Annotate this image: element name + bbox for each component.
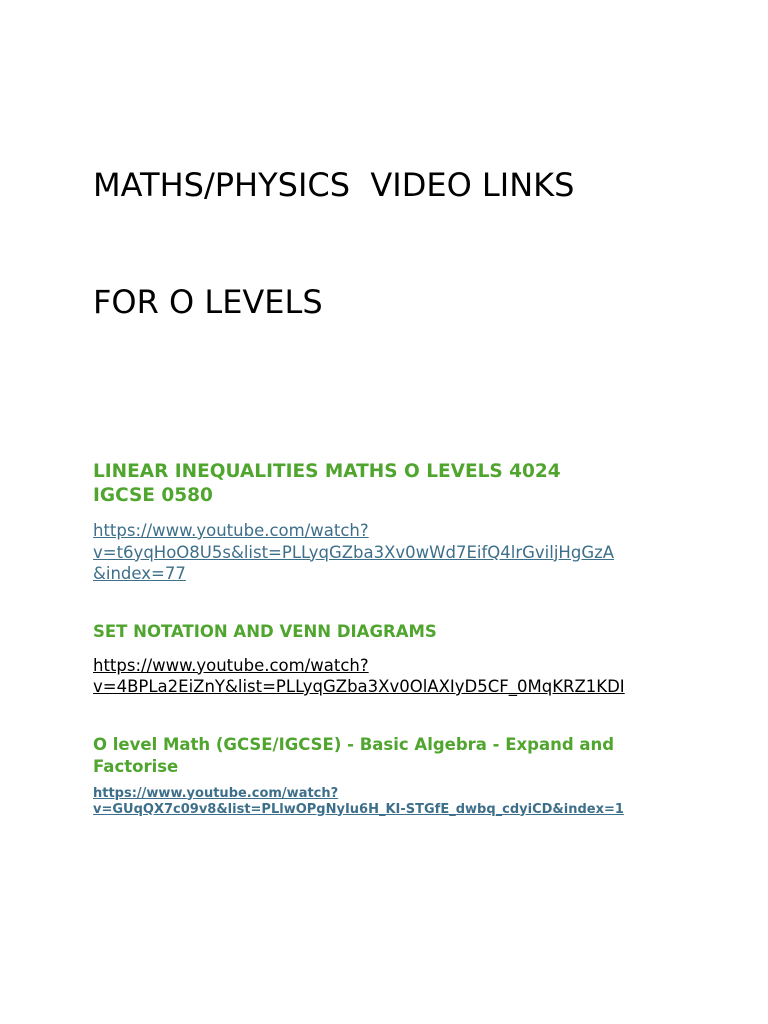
- section-heading-basic-algebra: [93, 734, 693, 778]
- link-line-2: v=t6yqHoO8U5s&list=PLLyqGZba3Xv0wWd7EifQ4lrGviljHgGzA: [93, 542, 615, 562]
- video-link-set-notation[interactable]: [93, 655, 693, 698]
- heading-line-2: IGCSE 0580: [93, 485, 213, 506]
- video-link-basic-algebra[interactable]: [93, 786, 693, 818]
- section-basic-algebra: [93, 734, 693, 818]
- link-line-1: https://www.youtube.com/watch?: [93, 785, 339, 801]
- page-title-line-2: FOR O LEVELS: [93, 283, 323, 321]
- link-line-1: https://www.youtube.com/watch?: [93, 655, 369, 675]
- section-heading-linear-inequalities: [93, 460, 693, 508]
- document-page: [93, 88, 693, 818]
- heading-line-2: Factorise: [93, 756, 179, 776]
- heading-line-1: SET NOTATION AND VENN DIAGRAMS: [93, 621, 437, 641]
- link-line-2: v=GUqQX7c09v8&list=PLlwOPgNyIu6H_KI-STGfE_dwbq_cdyiCD&index=1: [93, 801, 624, 817]
- section-linear-inequalities: [93, 460, 693, 585]
- heading-line-1: O level Math (GCSE/IGCSE) - Basic Algebra - Expand and: [93, 734, 615, 754]
- link-line-3: &index=77: [93, 564, 186, 583]
- video-link-linear-inequalities[interactable]: [93, 520, 693, 585]
- section-set-notation: [93, 621, 693, 698]
- link-line-1: https://www.youtube.com/watch?: [93, 521, 369, 540]
- page-title-line-1: MATHS/PHYSICS VIDEO LINKS: [93, 166, 575, 204]
- heading-line-1: LINEAR INEQUALITIES MATHS O LEVELS 4024: [93, 461, 561, 482]
- link-line-2: v=4BPLa2EiZnY&list=PLLyqGZba3Xv0OlAXIyD5CF_0MqKRZ1KDI: [93, 677, 625, 696]
- page-title: [93, 88, 693, 400]
- section-heading-set-notation: [93, 621, 693, 643]
